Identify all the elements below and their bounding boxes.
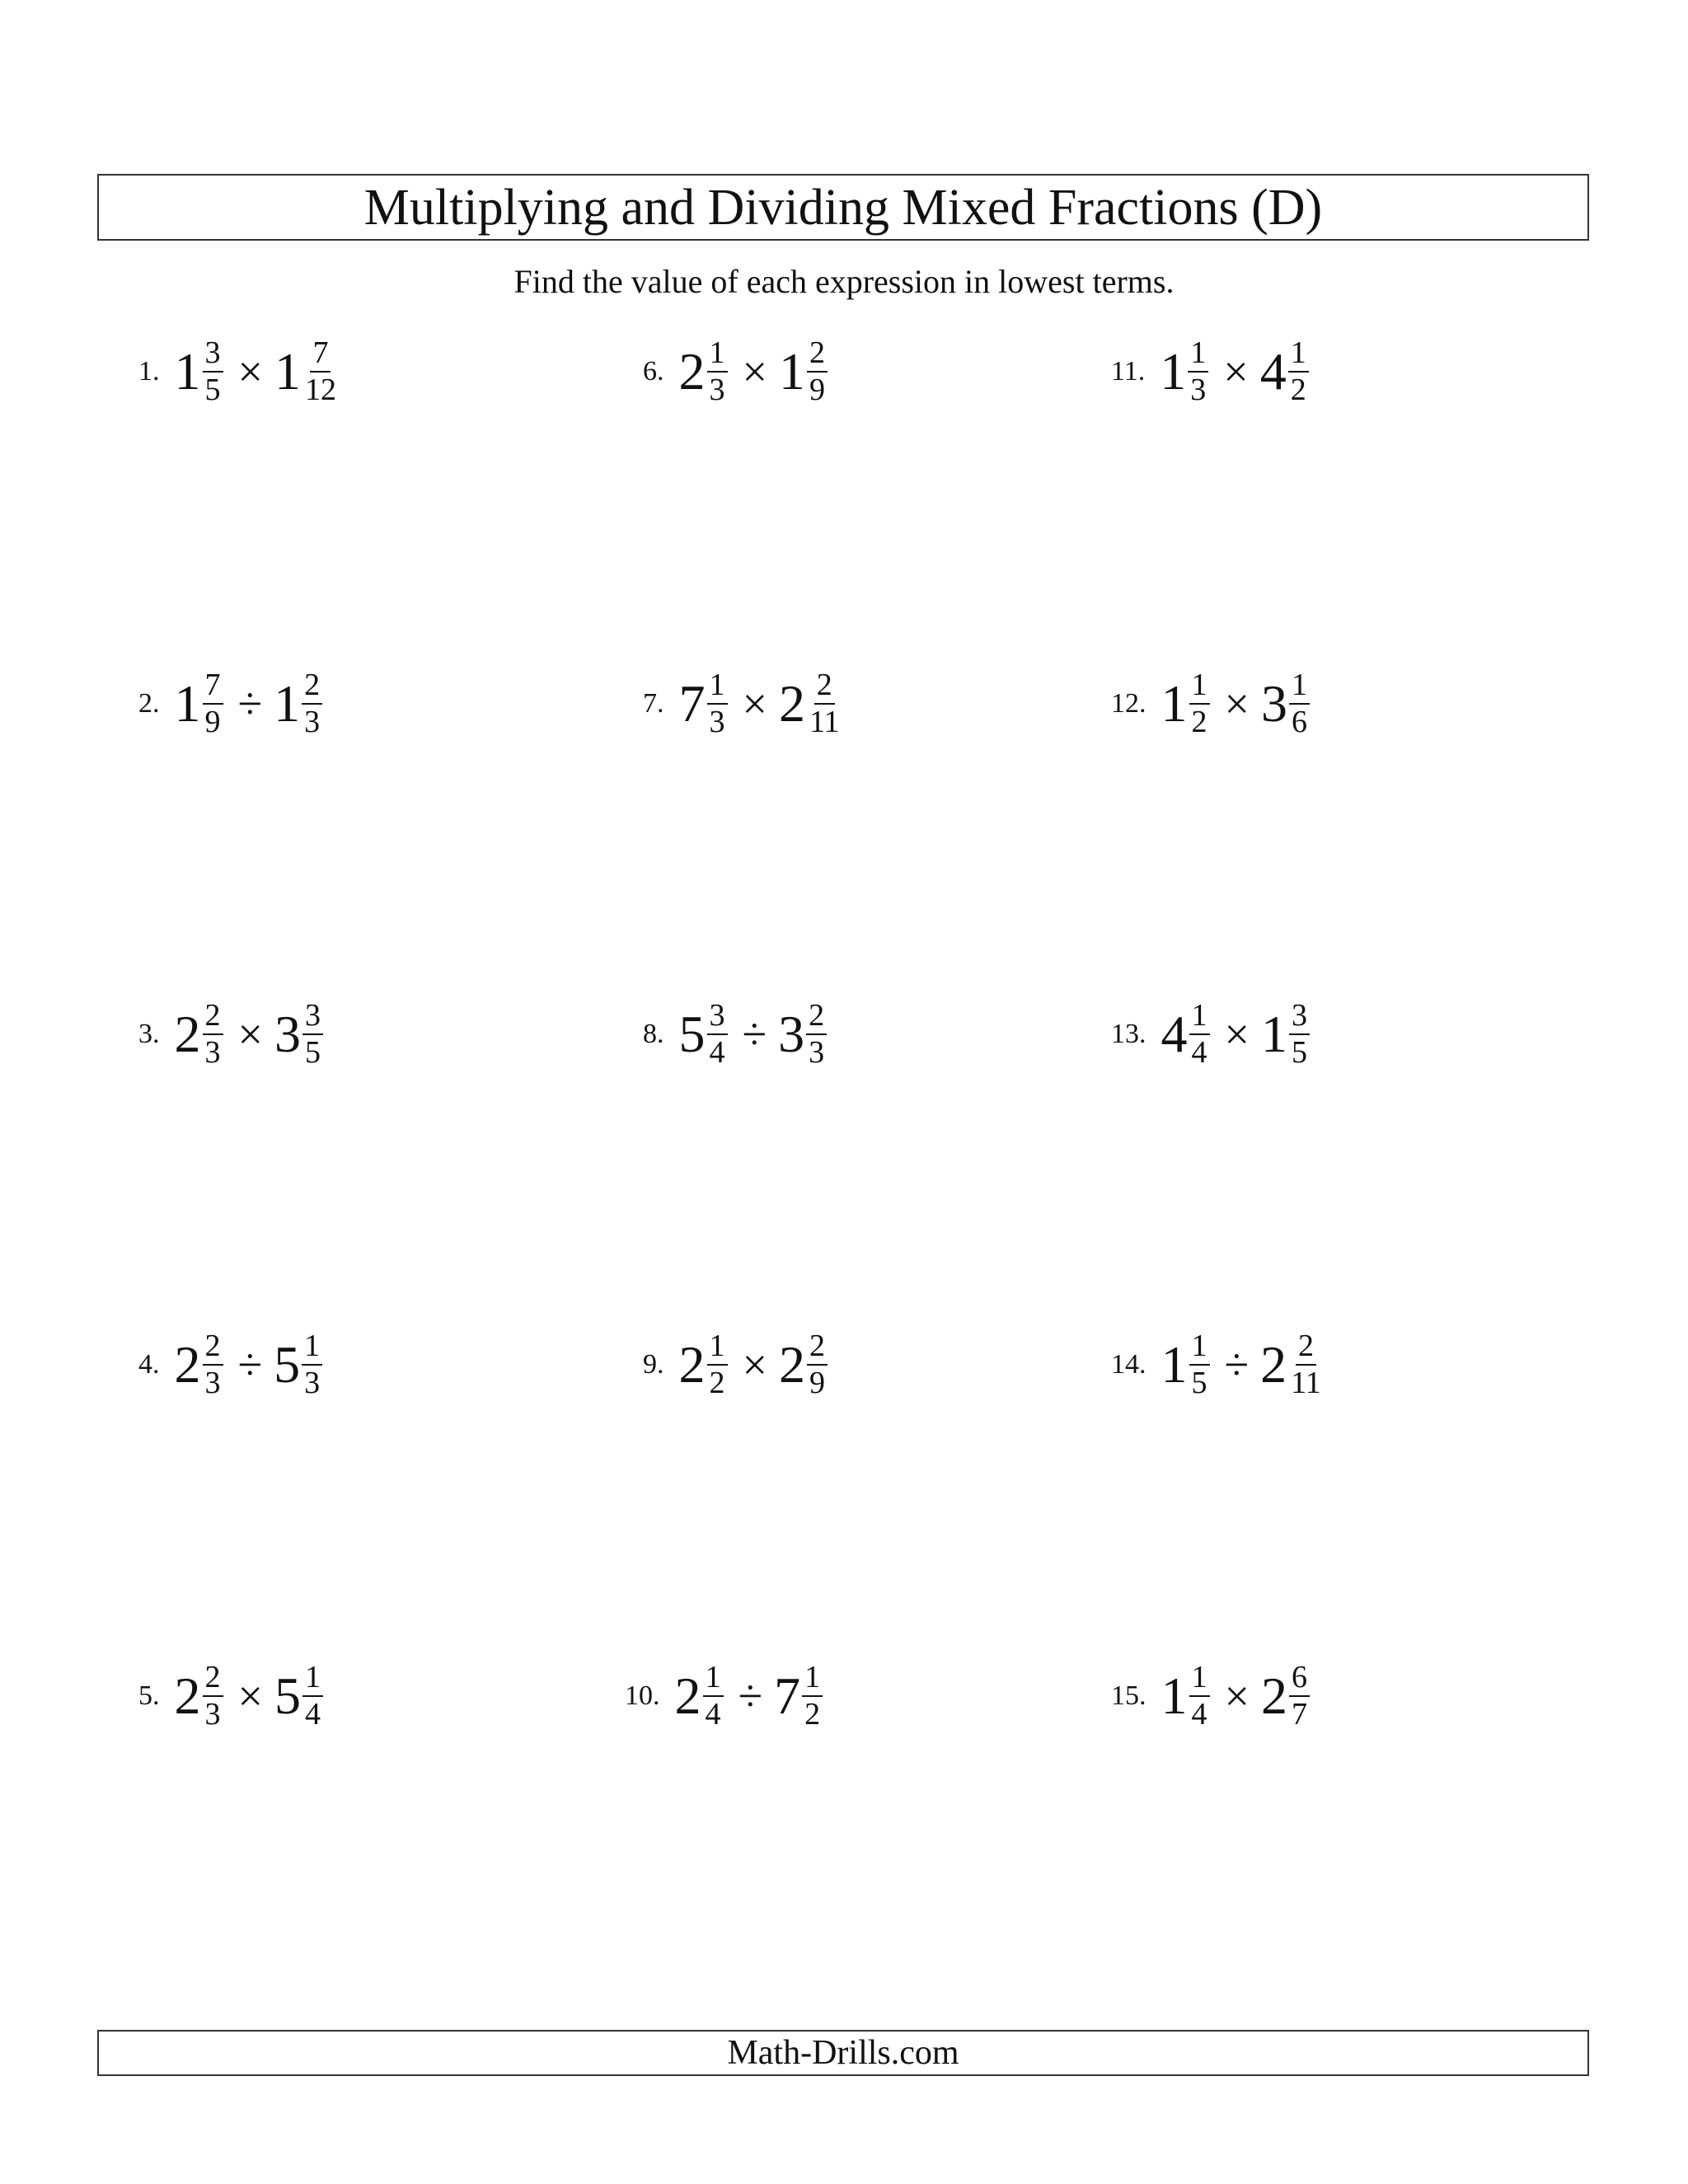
page-title: Multiplying and Dividing Mixed Fractions (D) <box>363 179 1323 236</box>
numerator: 1 <box>703 1661 724 1697</box>
problem-number: 13. <box>1111 1019 1146 1049</box>
mixed-number-a <box>175 1330 227 1399</box>
whole-part: 3 <box>778 1005 805 1063</box>
numerator: 2 <box>203 1000 223 1035</box>
fraction <box>807 1330 828 1399</box>
fraction <box>302 669 322 738</box>
problem-item <box>643 322 831 421</box>
fraction <box>1289 1661 1310 1731</box>
fraction <box>302 1661 323 1731</box>
whole-part: 1 <box>1160 1335 1188 1394</box>
denominator: 12 <box>304 373 336 407</box>
fraction <box>302 337 339 406</box>
problem-item <box>643 1315 831 1414</box>
problem-number: 1. <box>138 356 160 387</box>
denominator: 9 <box>809 373 825 407</box>
mixed-number-a <box>175 1661 227 1731</box>
denominator: 2 <box>709 1366 725 1400</box>
numerator: 1 <box>1288 337 1309 373</box>
mixed-number-a <box>175 1000 227 1069</box>
whole-part: 2 <box>678 342 706 401</box>
fraction <box>1289 1000 1310 1069</box>
mixed-number-b <box>774 1661 826 1731</box>
problem-number: 6. <box>643 356 664 387</box>
operator-symbol: × <box>237 1671 263 1721</box>
whole-part: 1 <box>274 342 301 401</box>
problem-number: 5. <box>138 1680 160 1711</box>
footer-box <box>97 2030 1589 2076</box>
fraction <box>1189 669 1210 738</box>
numerator: 2 <box>203 1661 223 1697</box>
whole-part: 1 <box>1160 1666 1188 1725</box>
operator-symbol: × <box>237 347 263 396</box>
numerator: 2 <box>807 337 828 373</box>
operator-symbol: × <box>742 347 767 396</box>
numerator: 1 <box>707 669 728 705</box>
denominator: 4 <box>1191 1697 1207 1732</box>
denominator: 7 <box>1291 1697 1307 1732</box>
fraction <box>1289 669 1310 738</box>
mixed-number-b <box>779 337 831 406</box>
instructions: Find the value of each expression in lowest terms. <box>513 263 1175 300</box>
numerator: 2 <box>302 669 322 705</box>
mixed-number-a <box>175 337 227 406</box>
mixed-number-b <box>1261 669 1313 738</box>
denominator: 3 <box>304 1366 321 1400</box>
whole-part: 4 <box>1160 1005 1188 1063</box>
whole-part: 2 <box>1260 1666 1287 1725</box>
whole-part: 1 <box>1160 342 1187 401</box>
numerator: 1 <box>707 1330 728 1366</box>
operator-symbol: × <box>742 1340 767 1390</box>
numerator: 1 <box>802 1661 823 1697</box>
operator-symbol: ÷ <box>738 1671 763 1721</box>
operator-symbol: × <box>1224 679 1250 729</box>
numerator: 2 <box>1296 1330 1316 1366</box>
fraction <box>203 1661 223 1731</box>
whole-part: 5 <box>274 1666 301 1725</box>
whole-part: 1 <box>274 674 301 733</box>
whole-part: 2 <box>678 1335 706 1394</box>
numerator: 2 <box>203 1330 223 1366</box>
denominator: 2 <box>1290 373 1306 407</box>
numerator: 1 <box>1189 1330 1210 1366</box>
problem-item <box>1111 1315 1327 1414</box>
fraction <box>807 669 842 738</box>
numerator: 1 <box>1188 337 1208 373</box>
problem-item <box>625 1647 826 1746</box>
fraction <box>707 669 728 738</box>
denominator: 4 <box>1191 1035 1207 1070</box>
numerator: 2 <box>806 1000 827 1035</box>
whole-part: 2 <box>174 1005 201 1063</box>
numerator: 6 <box>1289 1661 1310 1697</box>
denominator: 2 <box>1191 705 1207 739</box>
problem-item <box>138 322 342 421</box>
fraction <box>302 1000 323 1069</box>
numerator: 1 <box>707 337 728 373</box>
mixed-number-a <box>679 669 731 738</box>
operator-symbol: ÷ <box>237 1340 263 1390</box>
whole-part: 1 <box>174 342 201 401</box>
whole-part: 5 <box>678 1005 706 1063</box>
fraction <box>1189 1000 1210 1069</box>
operator-symbol: ÷ <box>742 1010 767 1059</box>
whole-part: 3 <box>1260 674 1287 733</box>
numerator: 3 <box>1289 1000 1310 1035</box>
problem-item <box>138 1647 326 1746</box>
fraction <box>707 1000 728 1069</box>
mixed-number-a <box>175 669 227 738</box>
mixed-number-a <box>679 337 731 406</box>
mixed-number-a <box>679 1000 731 1069</box>
mixed-number-a <box>1161 1000 1213 1069</box>
operator-symbol: × <box>742 679 767 729</box>
denominator: 3 <box>1190 373 1207 407</box>
numerator: 3 <box>707 1000 728 1035</box>
mixed-number-a <box>675 1661 727 1731</box>
fraction <box>1188 337 1208 406</box>
fraction <box>203 669 223 738</box>
whole-part: 2 <box>778 1335 805 1394</box>
denominator: 4 <box>709 1035 725 1070</box>
problem-number: 11. <box>1111 356 1146 387</box>
mixed-number-b <box>274 1330 326 1399</box>
mixed-number-b <box>274 1000 326 1069</box>
problem-number: 2. <box>138 688 160 719</box>
denominator: 3 <box>304 705 321 739</box>
denominator: 5 <box>1291 1035 1307 1070</box>
whole-part: 2 <box>674 1666 701 1725</box>
denominator: 3 <box>809 1035 825 1070</box>
problem-number: 14. <box>1111 1349 1146 1380</box>
numerator: 1 <box>302 1330 322 1366</box>
operator-symbol: × <box>1224 1671 1250 1721</box>
whole-part: 2 <box>174 1335 201 1394</box>
problem-item <box>1111 654 1313 753</box>
numerator: 1 <box>302 1661 323 1697</box>
numerator: 1 <box>1189 1000 1210 1035</box>
operator-symbol: × <box>1223 347 1249 396</box>
fraction <box>203 1330 223 1399</box>
fraction <box>1189 1330 1210 1399</box>
numerator: 2 <box>814 669 835 705</box>
problem-number: 9. <box>643 1349 664 1380</box>
fraction <box>1288 337 1309 406</box>
mixed-number-a <box>1160 337 1212 406</box>
mixed-number-b <box>274 669 326 738</box>
problem-number: 7. <box>643 688 664 719</box>
problem-number: 8. <box>643 1019 664 1049</box>
whole-part: 1 <box>778 342 805 401</box>
numerator: 1 <box>1189 669 1210 705</box>
problem-number: 12. <box>1111 688 1146 719</box>
numerator: 3 <box>302 1000 323 1035</box>
mixed-number-b <box>779 669 846 738</box>
fraction <box>203 337 223 406</box>
mixed-number-b <box>779 1330 831 1399</box>
mixed-number-b <box>1261 1000 1313 1069</box>
footer-text: Math-Drills.com <box>727 2034 959 2072</box>
denominator: 3 <box>709 705 725 739</box>
operator-symbol: ÷ <box>237 679 263 729</box>
problem-item <box>138 1315 326 1414</box>
problem-item <box>1111 985 1313 1084</box>
mixed-number-b <box>274 337 342 406</box>
mixed-number-b <box>778 1000 830 1069</box>
mixed-number-b <box>274 1661 326 1731</box>
numerator: 1 <box>1189 1661 1210 1697</box>
numerator: 7 <box>310 337 331 373</box>
whole-part: 7 <box>678 674 706 733</box>
numerator: 2 <box>807 1330 828 1366</box>
operator-symbol: × <box>1224 1010 1250 1059</box>
problem-number: 4. <box>138 1349 160 1380</box>
mixed-number-b <box>1260 1330 1327 1399</box>
whole-part: 3 <box>274 1005 301 1063</box>
fraction <box>802 1661 823 1731</box>
fraction <box>807 337 828 406</box>
problem-item <box>1111 322 1312 421</box>
fraction <box>1189 1661 1210 1731</box>
mixed-number-b <box>1260 337 1312 406</box>
operator-symbol: × <box>237 1010 263 1059</box>
problem-number: 10. <box>625 1680 660 1711</box>
numerator: 1 <box>1289 669 1310 705</box>
denominator: 6 <box>1291 705 1307 739</box>
denominator: 3 <box>204 1035 221 1070</box>
whole-part: 5 <box>274 1335 301 1394</box>
problem-item <box>138 654 326 753</box>
fraction <box>302 1330 322 1399</box>
denominator: 2 <box>804 1697 821 1732</box>
mixed-number-a <box>1161 1661 1213 1731</box>
denominator: 11 <box>1291 1366 1321 1400</box>
whole-part: 1 <box>174 674 201 733</box>
problem-item <box>643 654 846 753</box>
denominator: 9 <box>204 705 221 739</box>
denominator: 3 <box>204 1697 221 1732</box>
whole-part: 1 <box>1260 1005 1287 1063</box>
denominator: 3 <box>709 373 725 407</box>
fraction <box>707 1330 728 1399</box>
fraction <box>203 1000 223 1069</box>
problem-number: 15. <box>1111 1680 1146 1711</box>
whole-part: 4 <box>1259 342 1287 401</box>
problem-number: 3. <box>138 1019 160 1049</box>
denominator: 5 <box>1191 1366 1207 1400</box>
denominator: 4 <box>705 1697 721 1732</box>
denominator: 5 <box>204 373 221 407</box>
numerator: 3 <box>203 337 223 373</box>
problem-item <box>138 985 326 1084</box>
denominator: 9 <box>809 1366 825 1400</box>
denominator: 3 <box>204 1366 221 1400</box>
denominator: 4 <box>304 1697 321 1732</box>
fraction <box>806 1000 827 1069</box>
fraction <box>703 1661 724 1731</box>
problem-item <box>643 985 830 1084</box>
whole-part: 7 <box>774 1666 801 1725</box>
fraction <box>1288 1330 1324 1399</box>
whole-part: 2 <box>778 674 805 733</box>
operator-symbol: ÷ <box>1224 1340 1250 1390</box>
numerator: 7 <box>203 669 223 705</box>
whole-part: 2 <box>1260 1335 1287 1394</box>
problem-item <box>1111 1647 1313 1746</box>
fraction <box>707 337 728 406</box>
whole-part: 1 <box>1160 674 1188 733</box>
mixed-number-a <box>1161 669 1213 738</box>
whole-part: 2 <box>174 1666 201 1725</box>
mixed-number-a <box>1161 1330 1213 1399</box>
mixed-number-b <box>1261 1661 1313 1731</box>
denominator: 5 <box>304 1035 321 1070</box>
denominator: 11 <box>809 705 840 739</box>
mixed-number-a <box>679 1330 731 1399</box>
